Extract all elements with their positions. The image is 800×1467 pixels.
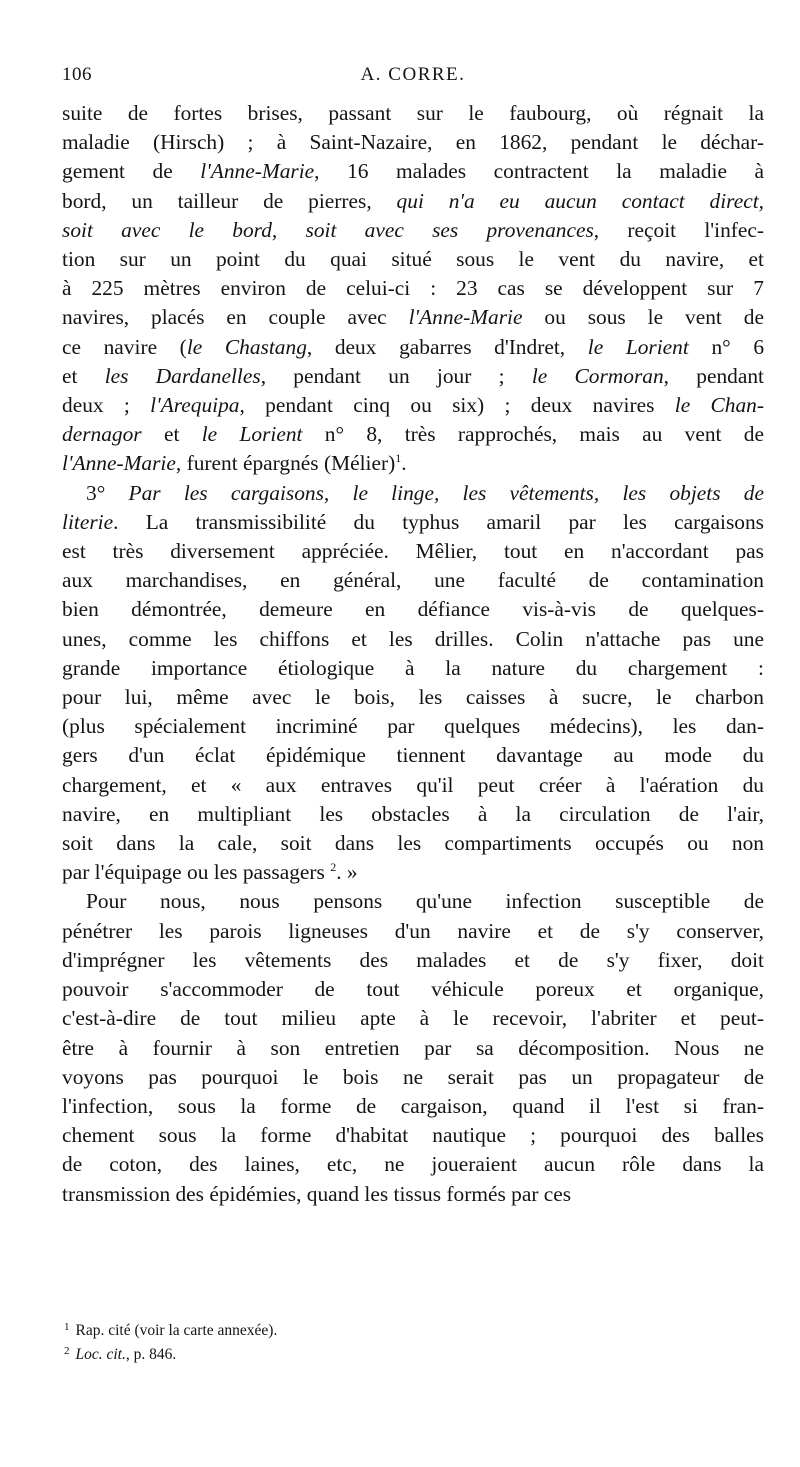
footnote-mark: 2 <box>64 1345 70 1357</box>
text-line: bien démontrée, demeure en défiance vis-à-vis de quelques- <box>62 597 764 622</box>
footnotes <box>62 1317 764 1365</box>
text-line: navire, en multipliant les obstacles à la circulation de l'air, <box>62 801 764 826</box>
text-line: pénétrer les parois ligneuses d'un navire et de s'y conserver, <box>62 918 764 943</box>
running-title: A. CORRE. <box>360 64 466 85</box>
text-line: est très diversement appréciée. Mêlier, tout en n'accordant pas <box>62 539 764 564</box>
text-line: soit avec le bord, soit avec ses provenances, reçoit l'infec- <box>62 217 765 242</box>
text-line: pouvoir s'accommoder de tout véhicule poreux et organique, <box>62 977 764 1002</box>
text-line: pour lui, même avec le bois, les caisses à sucre, le charbon <box>62 685 764 710</box>
footnote-mark: 1 <box>64 1321 70 1333</box>
text-line: l'Anne-Marie, furent épargnés (Mélier)$^1$. <box>62 451 407 476</box>
text-line: suite de fortes brises, passant sur le faubourg, où régnait la <box>62 101 764 125</box>
text-line: aux marchandises, en général, une faculté de contamination <box>62 568 764 593</box>
running-header <box>62 64 764 90</box>
footnote-2 <box>62 1341 764 1365</box>
text-line: de coton, des laines, etc, ne joueraient aucun rôle dans la <box>62 1152 764 1177</box>
text-line: Pour nous, nous pensons qu'une infection susceptible de <box>86 889 764 914</box>
text-line: d'imprégner les vêtements des malades et de s'y fixer, doit <box>62 947 764 972</box>
footnote-text: Rap. cité (voir la carte annexée). <box>75 1322 278 1339</box>
body-text <box>62 99 764 1209</box>
text-line: ce navire (le Chastang, deux gabarres d'Indret, le Lorient n° 6 <box>62 334 765 359</box>
text-line: gement de l'Anne-Marie, 16 malades contractent la maladie à <box>62 159 764 184</box>
footnote-1 <box>62 1317 764 1341</box>
text-line: et les Dardanelles, pendant un jour ; le Cormoran, pendant <box>62 363 764 388</box>
footnote-text: Loc. cit., p. 846. <box>75 1346 177 1363</box>
text-line: (plus spécialement incriminé par quelques médecins), les dan- <box>62 714 764 739</box>
text-line: literie. La transmissibilité du typhus amaril par les cargaisons <box>62 509 764 534</box>
text-line: l'infection, sous la forme de cargaison, quand il l'est si fran- <box>62 1093 764 1118</box>
text-line: 3° Par les cargaisons, le linge, les vêtements, les objets de <box>86 480 764 505</box>
text-line: grande importance étiologique à la nature du chargement : <box>62 655 764 680</box>
text-line: être à fournir à son entretien par sa décomposition. Nous ne <box>62 1035 764 1060</box>
text-line: transmission des épidémies, quand les tissus formés par ces <box>62 1181 572 1206</box>
text-line: soit dans la cale, soit dans les compartiments occupés ou non <box>62 831 764 856</box>
text-line: tion sur un point du quai situé sous le vent du navire, et <box>62 247 764 272</box>
text-line: gers d'un éclat épidémique tiennent davantage au mode du <box>62 743 764 768</box>
text-line: navires, placés en couple avec l'Anne-Marie ou sous le vent de <box>62 305 764 330</box>
text-line: à 225 mètres environ de celui-ci : 23 cas se développent sur 7 <box>62 276 764 301</box>
text-line: chargement, et « aux entraves qu'il peut créer à l'aération du <box>62 772 764 797</box>
text-line: deux ; l'Arequipa, pendant cinq ou six) ; deux navires le Chan- <box>62 393 764 418</box>
text-line: unes, comme les chiffons et les drilles. Colin n'attache pas une <box>62 626 764 651</box>
text-line: dernagor et le Lorient n° 8, très rapprochés, mais au vent de <box>62 422 765 447</box>
text-line: bord, un tailleur de pierres, qui n'a eu aucun contact direct, <box>62 188 764 213</box>
text-line: c'est-à-dire de tout milieu apte à le recevoir, l'abriter et peut- <box>62 1006 764 1031</box>
text-line: chement sous la forme d'habitat nautique ; pourquoi des balles <box>62 1123 764 1148</box>
page-number: 106 <box>62 64 92 85</box>
text-line: maladie (Hirsch) ; à Saint-Nazaire, en 1862, pendant le déchar- <box>62 130 764 155</box>
text-line: par l'équipage ou les passagers $^2$. » <box>62 860 358 885</box>
text-line: voyons pas pourquoi le bois ne serait pas un propagateur de <box>62 1064 764 1089</box>
